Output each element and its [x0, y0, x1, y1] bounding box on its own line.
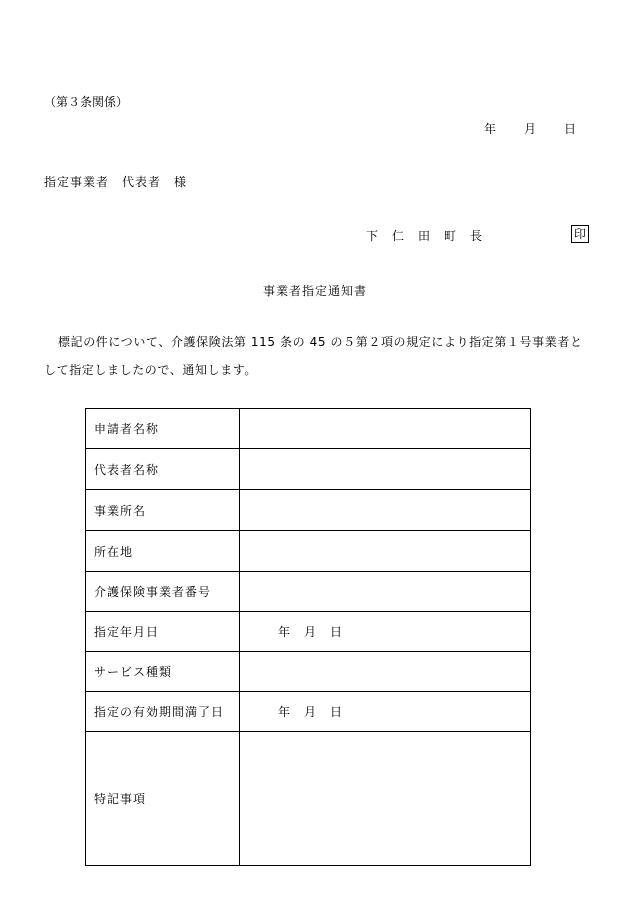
date-year: 年: [278, 705, 292, 719]
info-table: [85, 408, 531, 866]
date-day: 日: [330, 705, 344, 719]
issuer-char: 町: [444, 229, 457, 243]
row-value: [240, 652, 531, 692]
date-year: 年: [484, 122, 497, 136]
table-row: [86, 652, 531, 692]
row-value: [240, 531, 531, 572]
addressee: 指定事業者 代表者 様: [44, 175, 188, 189]
table-row: [86, 531, 531, 572]
table-row: [86, 409, 531, 449]
row-label: 事業所名: [86, 490, 240, 531]
row-value: [240, 572, 531, 612]
row-label: 特記事項: [86, 732, 240, 866]
row-label: 指定年月日: [86, 612, 240, 652]
row-label: 申請者名称: [86, 409, 240, 449]
row-label: 介護保険事業者番号: [86, 572, 240, 612]
row-label: サービス種類: [86, 652, 240, 692]
row-value: [240, 409, 531, 449]
row-label: 代表者名称: [86, 449, 240, 490]
issuer-char: 下: [366, 229, 379, 243]
table-row: [86, 612, 531, 652]
date-month: 月: [524, 122, 537, 136]
issuer-char: 田: [418, 229, 431, 243]
issuer-char: 長: [470, 229, 483, 243]
table-row: [86, 572, 531, 612]
row-value: [240, 449, 531, 490]
issuer-name: [366, 227, 482, 244]
row-value: [240, 490, 531, 531]
issue-date: [484, 120, 576, 137]
table-row: [86, 692, 531, 732]
date-month: 月: [304, 625, 318, 639]
row-date-value: [240, 612, 531, 652]
row-label: 所在地: [86, 531, 240, 572]
document-title: 事業者指定通知書: [262, 284, 367, 298]
row-value: [240, 732, 531, 866]
reference-label: （第３条関係）: [44, 95, 129, 109]
date-year: 年: [278, 625, 292, 639]
date-month: 月: [304, 705, 318, 719]
table-row: [86, 732, 531, 866]
body-text: 標記の件について、介護保険法第 115 条の 45 の５第２項の規定により指定第１号事業者として指定しましたので、通知します。: [44, 335, 583, 377]
date-day: 日: [564, 122, 577, 136]
issuer-char: 仁: [392, 229, 405, 243]
row-label: 指定の有効期間満了日: [86, 692, 240, 732]
table-row: [86, 490, 531, 531]
table-row: [86, 449, 531, 490]
row-date-value: [240, 692, 531, 732]
date-day: 日: [330, 625, 344, 639]
seal-mark: 印: [571, 225, 589, 243]
